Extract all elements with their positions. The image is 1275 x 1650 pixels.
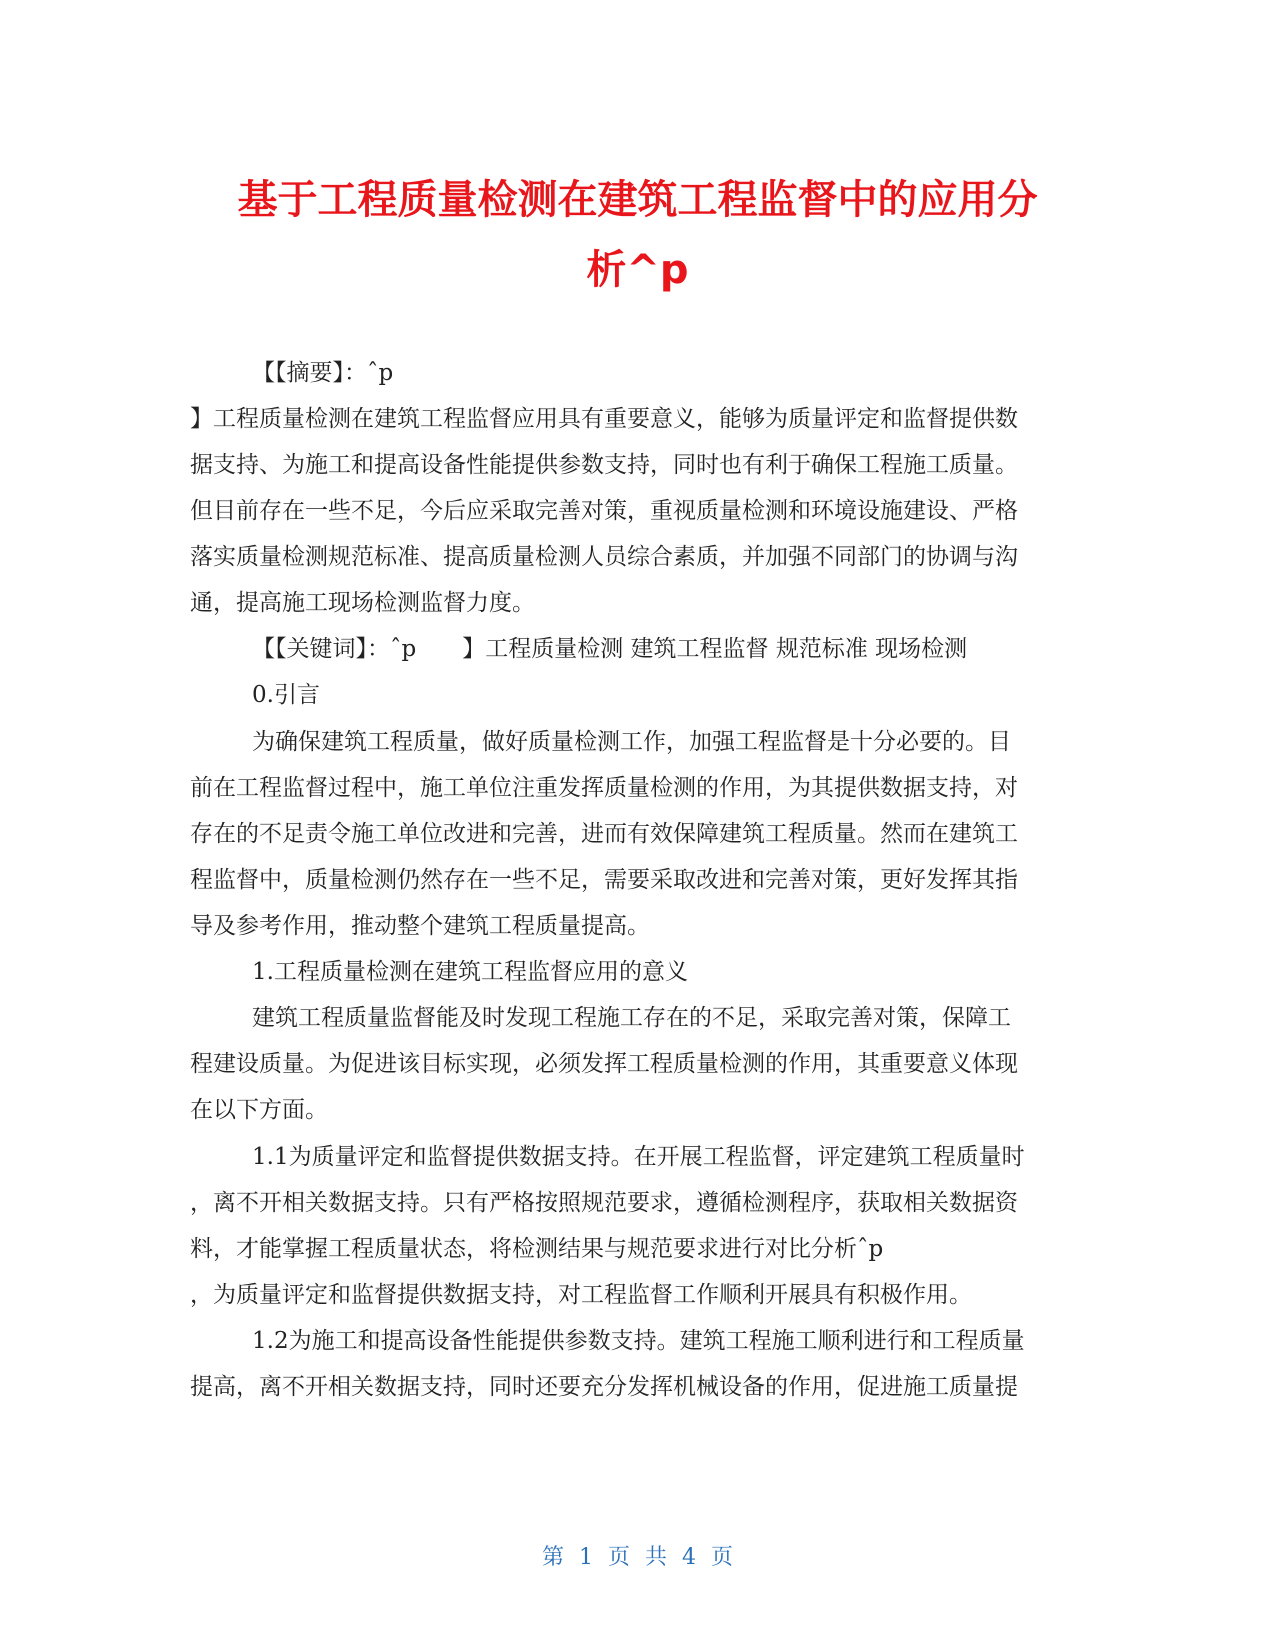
body-text-line: 程监督中，质量检测仍然存在一些不足，需要采取改进和完善对策，更好发挥其指 — [190, 867, 1018, 893]
body-text-line: 料，才能掌握工程质量状态，将检测结果与规范要求进行对比分析ˆp — [190, 1236, 884, 1262]
body-text-line: 提高，离不开相关数据支持，同时还要充分发挥机械设备的作用，促进施工质量提 — [190, 1374, 1018, 1400]
body-text-line: 建筑工程质量监督能及时发现工程施工存在的不足，采取完善对策，保障工 — [252, 1005, 1011, 1031]
body-text-line: 在以下方面。 — [190, 1097, 328, 1123]
abstract-text-line: 通，提高施工现场检测监督力度。 — [190, 590, 535, 616]
body-text-line: 为确保建筑工程质量，做好质量检测工作，加强工程监督是十分必要的。目 — [252, 729, 1011, 755]
document-title-line-2: 析^p — [586, 247, 689, 293]
body-text-line: ，离不开相关数据支持。只有严格按照规范要求，遵循检测程序，获取相关数据资 — [190, 1190, 1018, 1216]
abstract-text-line: 据支持、为施工和提高设备性能提供参数支持，同时也有利于确保工程施工质量。 — [190, 452, 1018, 478]
section-heading-intro: 0.引言 — [252, 682, 320, 708]
body-text-line: ，为质量评定和监督提供数据支持，对工程监督工作顺利开展具有积极作用。 — [190, 1282, 972, 1308]
subsection-1-2-line: 1.2为施工和提高设备性能提供参数支持。建筑工程施工顺利进行和工程质量 — [252, 1328, 1025, 1354]
page-footer: 第 1 页 共 4 页 — [542, 1545, 733, 1570]
body-text-line: 存在的不足责令施工单位改进和完善，进而有效保障建筑工程质量。然而在建筑工 — [190, 821, 1018, 847]
abstract-text-line: 落实质量检测规范标准、提高质量检测人员综合素质，并加强不同部门的协调与沟 — [190, 544, 1018, 570]
keywords-line: 【【关键词】：ˆp 】工程质量检测 建筑工程监督 规范标准 现场检测 — [252, 636, 968, 662]
abstract-text-line: 】工程质量检测在建筑工程监督应用具有重要意义，能够为质量评定和监督提供数 — [190, 406, 1018, 432]
section-heading-1: 1.工程质量检测在建筑工程监督应用的意义 — [252, 959, 688, 985]
body-text-line: 前在工程监督过程中，施工单位注重发挥质量检测的作用，为其提供数据支持，对 — [190, 775, 1018, 801]
abstract-text-line: 但目前存在一些不足，今后应采取完善对策，重视质量检测和环境设施建设、严格 — [190, 498, 1018, 524]
subsection-1-1-line: 1.1为质量评定和监督提供数据支持。在开展工程监督，评定建筑工程质量时 — [252, 1144, 1025, 1170]
body-text-line: 程建设质量。为促进该目标实现，必须发挥工程质量检测的作用，其重要意义体现 — [190, 1051, 1018, 1077]
document-title-line-1: 基于工程质量检测在建筑工程监督中的应用分 — [237, 177, 1038, 223]
body-text-line: 导及参考作用，推动整个建筑工程质量提高。 — [190, 913, 650, 939]
abstract-heading: 【【摘要】：ˆp — [252, 360, 394, 386]
